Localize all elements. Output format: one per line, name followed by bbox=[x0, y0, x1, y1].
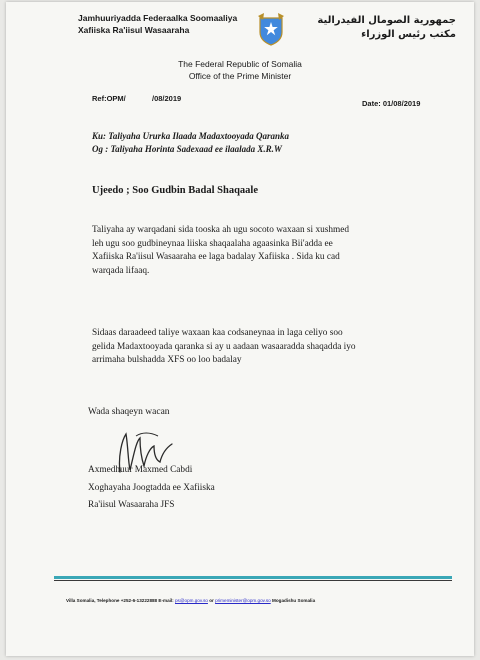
letterhead-somali bbox=[78, 12, 237, 36]
somalia-coat-of-arms-icon bbox=[256, 12, 286, 46]
footer-city: Mogadishu Somalia bbox=[272, 598, 316, 603]
letterhead-somali-line1: Jamhuuriyadda Federaalka Soomaaliya bbox=[78, 13, 238, 23]
body-line: leh ugu soo gudbineynaa liiska shaqaalaha agaasinka Bii'adda ee bbox=[92, 238, 333, 249]
footer-rule-dark bbox=[54, 580, 452, 581]
letterhead-arabic-line1: جمهورية الصومال الفيدرالية bbox=[317, 15, 456, 26]
footer-rule-teal bbox=[54, 576, 452, 579]
footer-email-1[interactable]: ps@opm.gov.so bbox=[175, 598, 208, 603]
signatory-name: Axmedhuur Maxmed Cabdi bbox=[88, 465, 193, 475]
addressee-to: Ku: Taliyaha Ururka Ilaada Madaxtooyada Qaranka bbox=[92, 131, 289, 141]
footer-address: Villa Somalia, Telephone +252-6-13222888 E-mail: bbox=[66, 598, 174, 603]
letter-date: Date: 01/08/2019 bbox=[362, 99, 421, 108]
letterhead-somali-line2: Xafiiska Ra'iisul Wasaaraha bbox=[78, 25, 190, 35]
signatory-title: Xoghayaha Joogtadda ee Xafiiska bbox=[88, 483, 215, 493]
letterhead-arabic bbox=[317, 14, 456, 42]
signatory-office: Ra'iisul Wasaaraha JFS bbox=[88, 500, 175, 510]
letter-page bbox=[6, 2, 474, 656]
body-paragraph-2 bbox=[92, 327, 442, 368]
letterhead-arabic-line2: مكتب رئيس الوزراء bbox=[361, 29, 456, 40]
letterhead-english-line1: The Federal Republic of Somalia bbox=[178, 59, 302, 69]
body-line: Xafiiska Ra'iisul Wasaaraha ee laga badalay Xafiiska . Sida ku cad bbox=[92, 252, 340, 262]
body-line: Sidaas daraadeed taliye waxaan kaa codsaneynaa in laga celiyo soo bbox=[92, 328, 343, 338]
body-line: Taliyaha ay warqadani sida tooska ah ugu socoto waxaan si xushmed bbox=[92, 225, 350, 235]
subject-line: Ujeedo ; Soo Gudbin Badal Shaqaale bbox=[92, 185, 259, 196]
footer-contact bbox=[66, 598, 466, 603]
addressee-cc: Og : Taliyaha Horinta Sadexaad ee ilaalada X.R.W bbox=[92, 144, 282, 154]
footer-or: or bbox=[209, 598, 214, 603]
reference-number: Ref:OPM/ bbox=[92, 94, 126, 103]
reference-month: /08/2019 bbox=[152, 94, 182, 103]
closing-line: Wada shaqeyn wacan bbox=[88, 407, 170, 417]
footer-email-2[interactable]: primeminister@opm.gov.so bbox=[215, 598, 271, 603]
body-line: warqada lifaaq. bbox=[92, 265, 150, 276]
body-paragraph-1 bbox=[92, 224, 442, 278]
body-line: gelida Madaxtooyada qaranka si ay u aadaan wasaaradda shaqadda iyo bbox=[92, 341, 356, 352]
body-line: arrimaha bulshadda XFS oo loo badalay bbox=[92, 355, 242, 365]
letterhead-english-line2: Office of the Prime Minister bbox=[188, 71, 292, 81]
